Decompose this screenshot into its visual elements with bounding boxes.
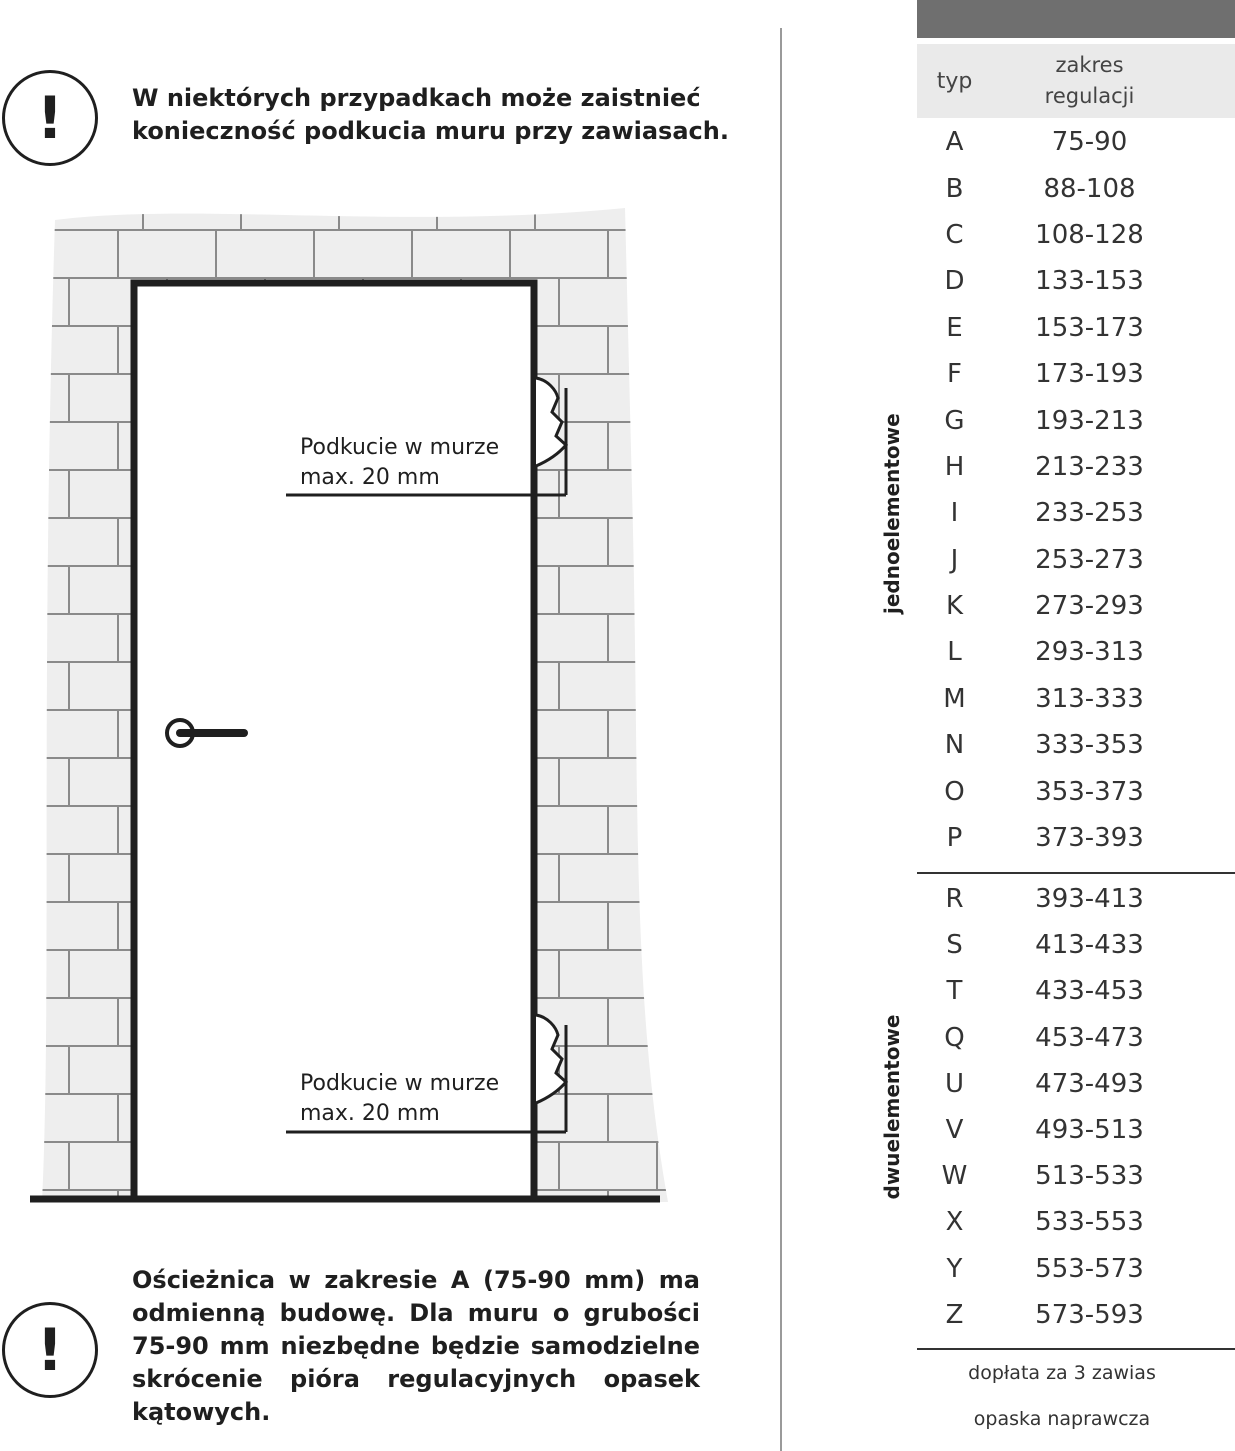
header-zakres-line: regulacji xyxy=(1044,84,1135,108)
header-zakres-line: zakres xyxy=(1055,53,1124,77)
cell-range: 153-173 xyxy=(1035,312,1144,343)
table-bottom-rule xyxy=(917,1348,1235,1350)
callout-line: max. 20 mm xyxy=(300,465,440,490)
exclamation-icon: ! xyxy=(2,1302,98,1398)
cell-typ: S xyxy=(946,930,963,961)
table-row xyxy=(917,212,1235,258)
table-row xyxy=(917,922,1235,968)
warning-text-frame-a: Ościeżnica w zakresie A (75-90 mm) ma odmienną budowę. Dla muru o grubości 75-90 mm niezbędne będzie samodzielne skrócenie pióra regulacyjnych opasek kątowych. xyxy=(132,1266,700,1426)
cell-typ: B xyxy=(945,173,964,204)
cell-typ: L xyxy=(947,637,962,668)
cell-range: 433-453 xyxy=(1035,976,1144,1007)
warning-text-hinge xyxy=(132,82,732,148)
callout-bottom xyxy=(300,1069,499,1129)
cell-typ: F xyxy=(947,359,962,390)
table-row xyxy=(917,722,1235,768)
warning-line: konieczność podkucia muru przy zawiasach. xyxy=(132,117,729,145)
cell-typ: I xyxy=(950,498,959,529)
door-in-wall-drawing xyxy=(0,190,700,1220)
group-separator xyxy=(917,872,1235,874)
table-row xyxy=(917,397,1235,443)
cell-range: 88-108 xyxy=(1043,173,1136,204)
cell-range: 453-473 xyxy=(1035,1022,1144,1053)
table-group-single xyxy=(917,119,1235,861)
table-row xyxy=(917,1061,1235,1107)
cell-range: 333-353 xyxy=(1035,730,1144,761)
table-row xyxy=(917,768,1235,814)
cell-typ: D xyxy=(944,266,965,297)
cell-typ: N xyxy=(944,730,965,761)
cell-range: 273-293 xyxy=(1035,591,1144,622)
table-row xyxy=(917,119,1235,165)
callout-line: Podkucie w murze xyxy=(300,1071,500,1096)
exclamation-icon: ! xyxy=(2,70,98,166)
warning-line: W niektórych przypadkach może zaistnieć xyxy=(132,84,701,112)
cell-typ: P xyxy=(946,823,963,854)
cell-typ: A xyxy=(945,127,964,158)
callout-top xyxy=(300,433,499,493)
cell-range: 353-373 xyxy=(1035,776,1144,807)
cell-typ: V xyxy=(945,1115,964,1146)
cell-range: 393-413 xyxy=(1035,884,1144,915)
cell-range: 133-153 xyxy=(1035,266,1144,297)
cell-range: 533-553 xyxy=(1035,1207,1144,1238)
header-zakres xyxy=(992,44,1187,118)
cell-range: 213-233 xyxy=(1035,451,1144,482)
group-label-single: jednoelementowe xyxy=(880,413,904,614)
cell-typ: E xyxy=(946,312,963,343)
cell-typ: X xyxy=(945,1207,964,1238)
footer-extra-hinge: dopłata za 3 zawias xyxy=(968,1362,1156,1384)
cell-range: 293-313 xyxy=(1035,637,1144,668)
cell-typ: G xyxy=(944,405,965,436)
table-header xyxy=(917,44,1235,118)
cell-typ: Y xyxy=(946,1253,963,1284)
cell-typ: M xyxy=(943,683,966,714)
cell-typ: K xyxy=(945,591,964,622)
cell-range: 75-90 xyxy=(1051,127,1128,158)
cell-typ: H xyxy=(944,451,965,482)
cell-range: 473-493 xyxy=(1035,1068,1144,1099)
cell-typ: Q xyxy=(944,1022,965,1053)
header-typ: typ xyxy=(936,68,973,94)
cell-typ: C xyxy=(945,219,964,250)
cell-typ: U xyxy=(944,1068,965,1099)
cell-range: 173-193 xyxy=(1035,359,1144,390)
table-row xyxy=(917,444,1235,490)
cell-typ: R xyxy=(945,884,964,915)
door-opening xyxy=(134,283,534,1199)
table-row xyxy=(917,1107,1235,1153)
table-top-bar xyxy=(917,0,1235,38)
vertical-divider xyxy=(780,28,782,1451)
cell-range: 553-573 xyxy=(1035,1253,1144,1284)
cell-range: 373-393 xyxy=(1035,823,1144,854)
table-row xyxy=(917,1153,1235,1199)
table-row xyxy=(917,351,1235,397)
cell-range: 493-513 xyxy=(1035,1115,1144,1146)
cell-typ: T xyxy=(946,976,963,1007)
footer-repair-trim: opaska naprawcza xyxy=(973,1408,1151,1430)
table-group-double xyxy=(917,876,1235,1338)
table-row xyxy=(917,490,1235,536)
cell-range: 313-333 xyxy=(1035,683,1144,714)
table-row xyxy=(917,629,1235,675)
cell-range: 193-213 xyxy=(1035,405,1144,436)
cell-typ: O xyxy=(944,776,965,807)
cell-typ: J xyxy=(950,544,959,575)
group-label-double: dwuelementowe xyxy=(880,1014,904,1200)
table-row xyxy=(917,1246,1235,1292)
table-row xyxy=(917,815,1235,861)
cell-range: 513-533 xyxy=(1035,1161,1144,1192)
table-row xyxy=(917,258,1235,304)
table-row xyxy=(917,165,1235,211)
callout-line: Podkucie w murze xyxy=(300,435,500,460)
cell-range: 233-253 xyxy=(1035,498,1144,529)
table-row xyxy=(917,876,1235,922)
cell-range: 573-593 xyxy=(1035,1299,1144,1330)
table-row xyxy=(917,305,1235,351)
callout-line: max. 20 mm xyxy=(300,1101,440,1126)
table-row xyxy=(917,1292,1235,1338)
table-row xyxy=(917,583,1235,629)
cell-typ: Z xyxy=(945,1299,964,1330)
table-row xyxy=(917,1015,1235,1061)
table-row xyxy=(917,537,1235,583)
cell-range: 253-273 xyxy=(1035,544,1144,575)
cell-range: 413-433 xyxy=(1035,930,1144,961)
table-row xyxy=(917,676,1235,722)
table-row xyxy=(917,968,1235,1014)
cell-typ: W xyxy=(941,1161,968,1192)
cell-range: 108-128 xyxy=(1035,219,1144,250)
table-row xyxy=(917,1199,1235,1245)
